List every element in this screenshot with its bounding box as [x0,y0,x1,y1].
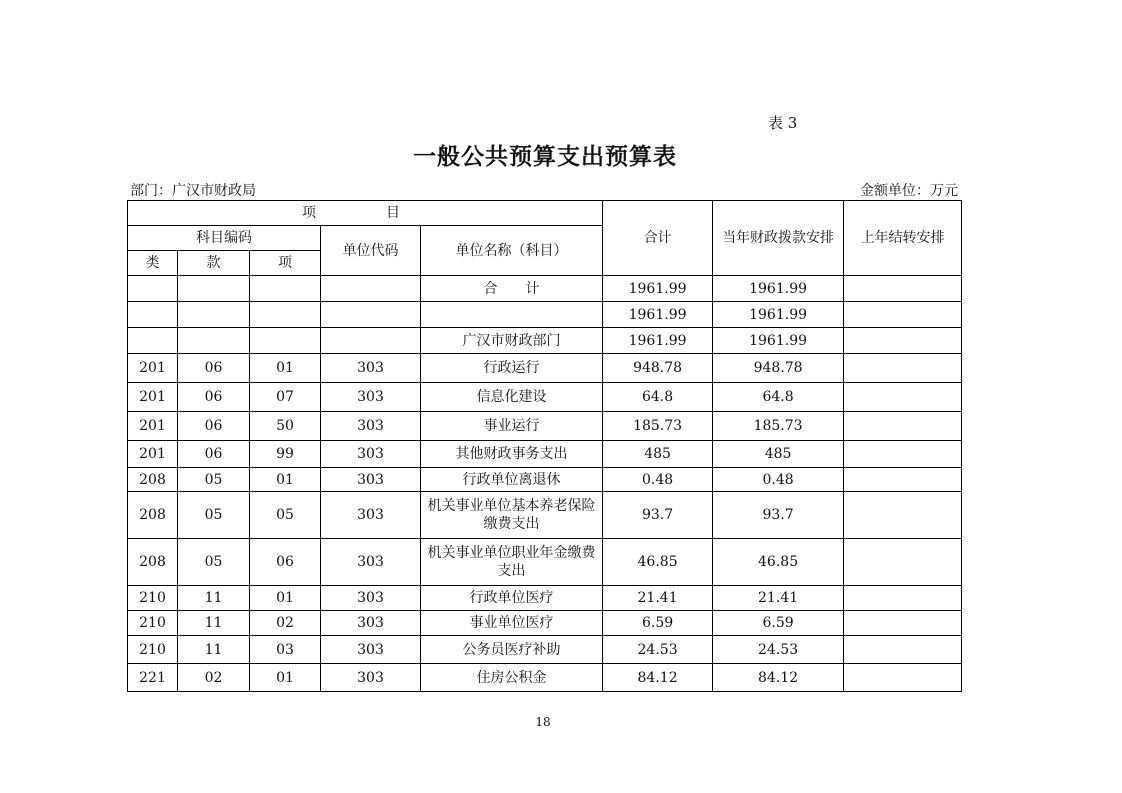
cell-unit-code: 303 [321,492,421,539]
cell-unit-name: 广汉市财政部门 [421,328,603,354]
cell-lei [128,302,178,328]
cell-unit-code: 303 [321,664,421,692]
department-label: 部门：广汉市财政局 [130,183,256,199]
budget-table [127,200,962,692]
cell-prior-year [844,664,962,692]
cell-total: 93.7 [603,492,713,539]
cell-current-year: 93.7 [713,492,844,539]
cell-prior-year [844,328,962,354]
cell-lei: 201 [128,412,178,441]
cell-current-year: 0.48 [713,468,844,492]
cell-prior-year [844,383,962,412]
cell-current-year: 1961.99 [713,328,844,354]
cell-total: 1961.99 [603,276,713,302]
cell-prior-year [844,441,962,468]
cell-xiang: 01 [250,664,321,692]
cell-current-year: 24.53 [713,636,844,664]
cell-xiang [250,302,321,328]
header-unit-code: 单位代码 [321,226,421,276]
cell-kuan: 11 [178,586,250,611]
table-row [128,276,962,302]
cell-xiang: 07 [250,383,321,412]
cell-xiang: 01 [250,468,321,492]
cell-xiang [250,276,321,302]
cell-total: 185.73 [603,412,713,441]
header-kuan: 款 [178,251,250,276]
cell-total: 84.12 [603,664,713,692]
cell-kuan: 11 [178,636,250,664]
cell-lei: 210 [128,586,178,611]
cell-kuan: 05 [178,539,250,586]
cell-unit-code [321,302,421,328]
cell-xiang: 05 [250,492,321,539]
header-item: 项 目 [128,201,603,226]
table-number: 表 3 [768,114,798,132]
cell-prior-year [844,468,962,492]
cell-unit-code: 303 [321,441,421,468]
header-unit-name: 单位名称（科目） [421,226,603,276]
cell-unit-code: 303 [321,383,421,412]
cell-lei: 208 [128,492,178,539]
cell-prior-year [844,636,962,664]
cell-total: 46.85 [603,539,713,586]
cell-lei: 210 [128,636,178,664]
cell-xiang: 02 [250,611,321,636]
header-lei: 类 [128,251,178,276]
cell-unit-code [321,328,421,354]
cell-unit-code: 303 [321,611,421,636]
table-row [128,539,962,586]
table-row [128,441,962,468]
cell-kuan: 06 [178,412,250,441]
cell-lei [128,328,178,354]
cell-current-year: 948.78 [713,354,844,383]
cell-total: 64.8 [603,383,713,412]
cell-kuan: 11 [178,611,250,636]
table-row [128,354,962,383]
cell-xiang: 50 [250,412,321,441]
cell-current-year: 185.73 [713,412,844,441]
table-row [128,468,962,492]
table-row [128,383,962,412]
cell-xiang: 03 [250,636,321,664]
cell-unit-name: 合 计 [421,276,603,302]
table-row [128,302,962,328]
cell-lei: 201 [128,354,178,383]
cell-prior-year [844,492,962,539]
cell-unit-name: 事业单位医疗 [421,611,603,636]
table-row [128,664,962,692]
cell-current-year: 6.59 [713,611,844,636]
cell-current-year: 84.12 [713,664,844,692]
cell-unit-code: 303 [321,539,421,586]
cell-total: 6.59 [603,611,713,636]
cell-current-year: 1961.99 [713,302,844,328]
header-total: 合计 [603,201,713,276]
cell-prior-year [844,276,962,302]
header-subject-code: 科目编码 [128,226,321,251]
table-row [128,328,962,354]
cell-lei: 221 [128,664,178,692]
cell-unit-name: 行政单位医疗 [421,586,603,611]
cell-kuan [178,302,250,328]
page-number: 18 [535,715,551,729]
cell-unit-name: 住房公积金 [421,664,603,692]
cell-prior-year [844,302,962,328]
cell-current-year: 64.8 [713,383,844,412]
cell-current-year: 46.85 [713,539,844,586]
cell-kuan [178,328,250,354]
cell-kuan [178,276,250,302]
table-row [128,412,962,441]
cell-total: 21.41 [603,586,713,611]
cell-unit-name [421,302,603,328]
header-row-1 [128,201,962,226]
cell-lei [128,276,178,302]
cell-kuan: 06 [178,383,250,412]
cell-prior-year [844,354,962,383]
cell-current-year: 21.41 [713,586,844,611]
table-row [128,636,962,664]
cell-unit-code: 303 [321,586,421,611]
cell-unit-name: 行政单位离退休 [421,468,603,492]
cell-total: 1961.99 [603,328,713,354]
cell-unit-code: 303 [321,468,421,492]
cell-xiang [250,328,321,354]
header-prior-year: 上年结转安排 [844,201,962,276]
cell-lei: 208 [128,539,178,586]
cell-kuan: 05 [178,468,250,492]
cell-total: 948.78 [603,354,713,383]
cell-xiang: 99 [250,441,321,468]
cell-unit-name: 机关事业单位职业年金缴费支出 [421,539,603,586]
cell-unit-name: 信息化建设 [421,383,603,412]
cell-lei: 201 [128,383,178,412]
cell-prior-year [844,539,962,586]
page-title: 一般公共预算支出预算表 [413,143,677,170]
amount-unit-label: 金额单位：万元 [860,183,958,199]
cell-prior-year [844,586,962,611]
cell-prior-year [844,412,962,441]
cell-lei: 210 [128,611,178,636]
cell-kuan: 02 [178,664,250,692]
cell-kuan: 06 [178,441,250,468]
table-row [128,492,962,539]
cell-unit-code: 303 [321,354,421,383]
cell-total: 0.48 [603,468,713,492]
cell-total: 24.53 [603,636,713,664]
cell-unit-name: 事业运行 [421,412,603,441]
cell-unit-name: 其他财政事务支出 [421,441,603,468]
header-current-year: 当年财政拨款安排 [713,201,844,276]
cell-current-year: 1961.99 [713,276,844,302]
cell-lei: 208 [128,468,178,492]
cell-unit-name: 公务员医疗补助 [421,636,603,664]
cell-unit-code [321,276,421,302]
cell-total: 485 [603,441,713,468]
cell-xiang: 01 [250,586,321,611]
cell-prior-year [844,611,962,636]
cell-lei: 201 [128,441,178,468]
cell-kuan: 05 [178,492,250,539]
table-row [128,611,962,636]
cell-total: 1961.99 [603,302,713,328]
cell-unit-name: 行政运行 [421,354,603,383]
cell-kuan: 06 [178,354,250,383]
cell-unit-name: 机关事业单位基本养老保险缴费支出 [421,492,603,539]
cell-current-year: 485 [713,441,844,468]
table-row [128,586,962,611]
header-xiang: 项 [250,251,321,276]
cell-xiang: 01 [250,354,321,383]
cell-unit-code: 303 [321,412,421,441]
cell-unit-code: 303 [321,636,421,664]
cell-xiang: 06 [250,539,321,586]
